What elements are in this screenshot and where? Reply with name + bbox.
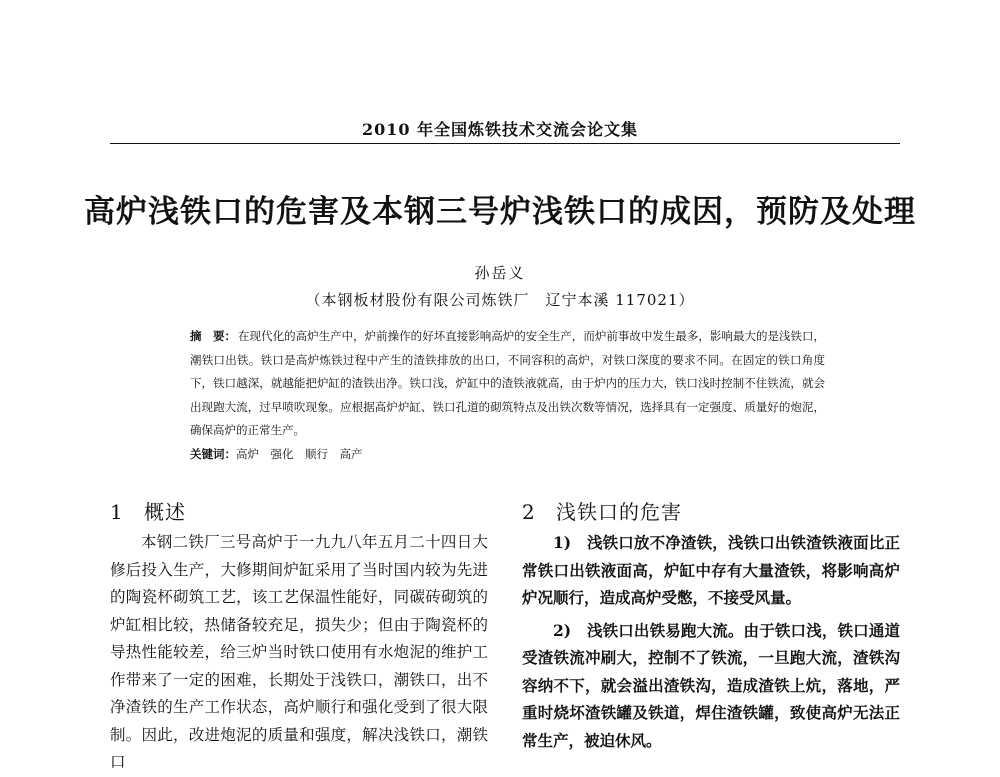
right-column: [522, 497, 900, 754]
section-2-item-1: 1) 浅铁口放不净渣铁，浅铁口出铁渣铁液面比正常铁口出铁液面高，炉缸中存有大量渣铁，将影响高炉炉况顺行，造成高炉受憋，不接受风量。: [522, 533, 900, 607]
section-1-paragraph: 本钢二铁厂三号高炉于一九九八年五月二十四日大修后投入生产，大修期间炉缸采用了当时国内较为先进的陶瓷杯砌筑工艺，该工艺保温性能好，同碳砖砌筑的炉缸相比较，热储备较充足，损失少；但由于陶瓷杯的导热性能较差，给三炉当时铁口使用有水炮泥的维护工作带来了一定的困难，长期处于浅铁口，潮铁口，出不净渣铁的生产工作状态，高炉顺行和强化受到了很大限制。因此，改进炮泥的质量和强度，解决浅铁口，潮铁口: [110, 533, 488, 771]
keywords-text: 高炉 强化 顺行 高产: [236, 447, 363, 461]
section-2-title: 浅铁口的危害: [556, 500, 682, 524]
author-name: 孙岳义: [474, 264, 526, 282]
section-2-heading: [522, 497, 900, 527]
abstract-text: 在现代化的高炉生产中，炉前操作的好坏直接影响高炉的安全生产，而炉前事故中发生最多，影响最大的是浅铁口，潮铁口出铁。铁口是高炉炼铁过程中产生的渣铁排放的出口，不同容积的高炉，对铁口深度的要求不同。在固定的铁口角度下，铁口越深，就越能把炉缸的渣铁出净。铁口浅，炉缸中的渣铁液就高，由于炉内的压力大，铁口浅时控制不住铁流，就会出现跑大流，过早喷吹现象。应根据高炉炉缸、铁口孔道的砌筑特点及出铁次数等情况，选择具有一定强度、质量好的炮泥，确保高炉的正常生产。: [190, 329, 826, 437]
abstract-label: 摘 要：: [190, 329, 237, 343]
author-affiliation: （本钢板材股份有限公司炼铁厂 辽宁本溪 117021）: [305, 291, 695, 309]
keywords-label: 关键词：: [190, 447, 236, 461]
section-1-title: 概述: [144, 500, 186, 524]
section-2-number: 2: [522, 500, 536, 524]
paper-title: 高炉浅铁口的危害及本钢三号炉浅铁口的成因，预防及处理: [84, 194, 916, 230]
proceedings-header: 2010 年全国炼铁技术交流会论文集: [361, 120, 639, 139]
section-1-heading: [110, 497, 488, 527]
header-rule: [110, 143, 900, 144]
section-2-item-2: 2) 浅铁口出铁易跑大流。由于铁口浅，铁口通道受渣铁流冲刷大，控制不了铁流，一旦跑大流，渣铁沟容纳不下，就会溢出渣铁沟，造成渣铁上炕，落地，严重时烧坏渣铁罐及铁道，焊住渣铁罐，致使高炉无法正常生产，被迫休风。: [522, 620, 900, 750]
left-column: [110, 497, 488, 777]
abstract: [190, 325, 825, 443]
keywords: [190, 444, 825, 464]
section-1-number: 1: [110, 500, 124, 524]
